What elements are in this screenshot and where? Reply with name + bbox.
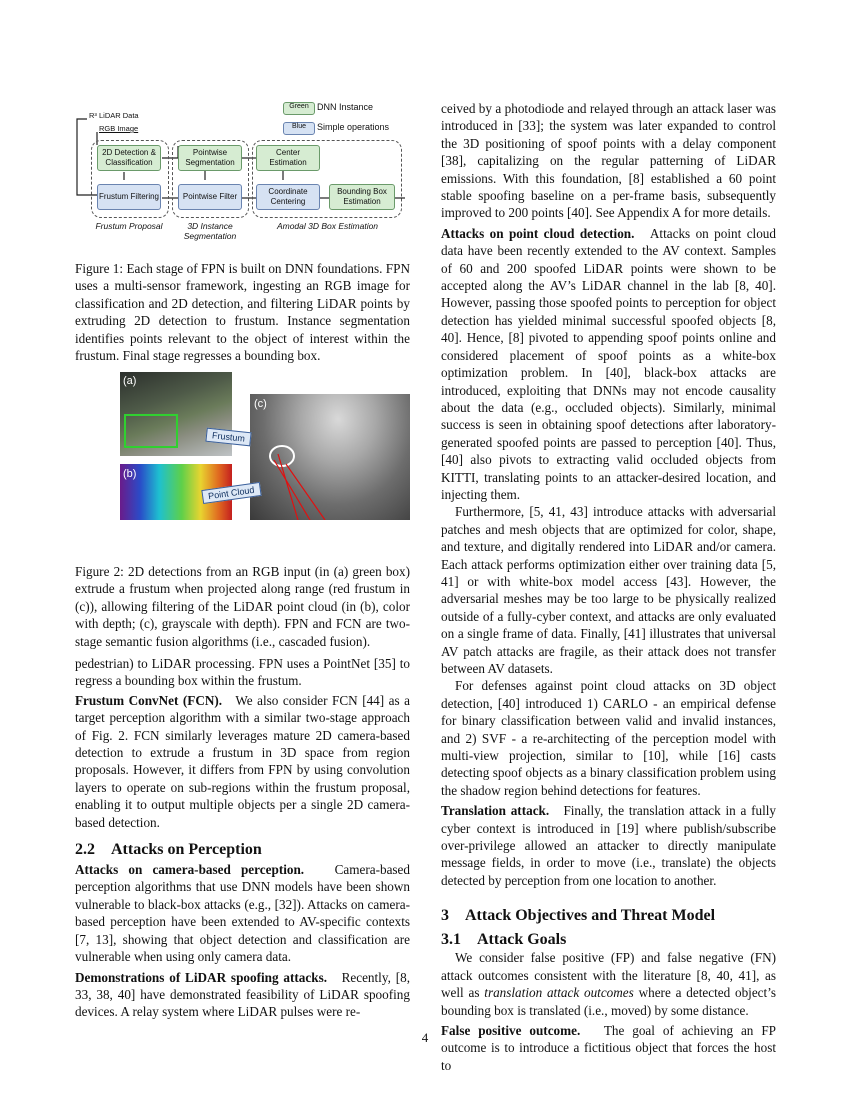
frustum-callout: Frustum [205, 428, 251, 447]
camera-attacks-body: Camera-based perception algorithms that use DNN models have been shown vulnerable to black-box attacks (e.g., [32]). Attacks on camera-based perception have been extended to AV-specific contexts [7, 13], showing that object detection and classification are vulnerable when using only camera data. [75, 862, 411, 965]
input-lidar-label: R³ LiDAR Data [89, 111, 139, 120]
legend-green-box: Green [283, 102, 315, 115]
heading-translation-attack: Translation attack. [441, 803, 550, 819]
node-bounding-box-estimation: Bounding Box Estimation [329, 184, 395, 210]
right-column-text [441, 100, 776, 1074]
stage-label-box-estimation: Amodal 3D Box Estimation [276, 221, 379, 231]
node-pointwise-filter: Pointwise Filter [178, 184, 242, 210]
figure-1-caption: Figure 1: Each stage of FPN is built on DNN foundations. FPN uses a multi-sensor framework, ingesting an RGB image for classification and 2D detection, and filtering LiDAR points by extruding 2D detection to frustum. Instance segmentation identifies points relevant to the object of interest within the frustum. Final stage regresses a bounding box. [75, 261, 410, 364]
paragraph-camera-attacks [75, 861, 410, 965]
paragraph-lidar-spoofing [75, 969, 410, 1021]
lidar-spoofing-body: Recently, [8, 33, 38, 40] have demonstrated feasibility of LiDAR spoofing devices. A relay system where LiDAR pulses were re- [75, 969, 411, 1020]
legend-blue-box: Blue [283, 122, 315, 135]
heading-camera-attacks: Attacks on camera-based perception. [75, 862, 305, 878]
input-rgb-label: RGB Image [99, 124, 139, 133]
paragraph-translation-attack [441, 802, 776, 889]
heading-lidar-spoofing: Demonstrations of LiDAR spoofing attacks. [75, 969, 328, 985]
paragraph-relay-system: ceived by a photodiode and relayed through an attack laser was introduced in [33]; the system was later expanded to control the 3D positioning of spoof points with a delay component [38], capitalizing on the regular patterning of LiDAR emissions. With this foundation, [8] established a 60 point stable spoofing baseline on a per-frame basis, subsequently improved to 200 points [40]. See Appendix A for more details. [441, 101, 776, 221]
paragraph-fcn [75, 692, 410, 831]
false-positive-body: The goal of achieving an FP outcome is to introduce a fictitious object that forces the host to [441, 1022, 776, 1073]
attack-goals-text-b: where a detected object’s bounding box is translated (i.e., moved) by some distance. [441, 985, 776, 1018]
paragraph-attack-goals [441, 949, 776, 1019]
node-coordinate-centering: Coordinate Centering [256, 184, 320, 210]
point-cloud-attacks-body: Attacks on point cloud data have been recently extended to the AV context. Samples of 60 and 200 spoofed LiDAR points were shown to be accepted along the AV’s LiDAR channel in the lab [8, 40]. However, passing those spoofed points to perception for object detection has yielded minimal successful spoofed objects [8, 40]. Hence, [8] pivoted to appending spoof points online and considered placement of spoof points as a white-box optimization problem. In [40], black-box attacks are introduced, exploiting that DNNs may not encode causality about the data (e.g., occluded objects). Similarly, minimal success is seen in obtaining spoof detections after laboratory-generated spoofed points are passed to perception [40]. Thus, [40] also pivots to extracting valid occluded objects from KITTI, translating points to an attacker-desired location, and injecting them. [441, 225, 776, 502]
translation-attack-body: Finally, the translation attack in a fully cyber context is introduced in [19] where publish/subscribe over-privilege allowed an attacker to directly manipulate message fields, in order to move (i.e., translate) the objects detected by perception from one location to another. [441, 803, 777, 888]
attack-goals-emphasis: translation attack outcomes [484, 985, 634, 1001]
panel-a-label: (a) [123, 375, 137, 387]
section-2-2-heading: 2.2 Attacks on Perception [75, 841, 262, 859]
paragraph-fpn-continued: pedestrian) to LiDAR processing. FPN uses a PointNet [35] to regress a bounding box within the frustum. [75, 656, 410, 689]
node-pointwise-segmentation: Pointwise Segmentation [178, 145, 242, 171]
heading-point-cloud-attacks: Attacks on point cloud detection. [441, 225, 635, 241]
section-3-1-heading: 3.1 Attack Goals [441, 931, 567, 949]
page-number: 4 [421, 1030, 429, 1045]
point-cloud-callout: Point Cloud [201, 482, 261, 504]
figure-2-image [120, 372, 410, 520]
panel-a-rgb-image [120, 372, 232, 456]
node-center-estimation: Center Estimation [256, 145, 320, 171]
node-frustum-filtering: Frustum Filtering [97, 184, 161, 210]
paragraph-point-cloud-attacks [441, 225, 776, 504]
heading-fcn: Frustum ConvNet (FCN). [75, 692, 223, 708]
panel-c-label: (c) [254, 398, 267, 410]
node-2d-detection: 2D Detection & Classification [97, 145, 161, 171]
panel-c-point-cloud [250, 394, 410, 520]
stage-label-frustum-proposal: Frustum Proposal [95, 221, 163, 231]
stage-label-instance-segmentation: 3D Instance Segmentation [183, 221, 237, 241]
heading-false-positive: False positive outcome. [441, 1022, 581, 1038]
legend-blue-text: Simple operations [317, 122, 390, 132]
left-column-text [75, 655, 410, 1021]
legend-green-text: DNN Instance [317, 102, 374, 112]
figure-1-diagram [75, 100, 410, 250]
red-frustum-lines [250, 394, 410, 520]
green-detection-box [124, 414, 178, 448]
attack-goals-text-a: We consider false positive (FP) and false negative (FN) attack outcomes consistent with the literature [8, 40, 41], as well as [441, 950, 776, 1001]
figure-2-caption: Figure 2: 2D detections from an RGB input (in (a) green box) extrude a frustum when projected along range (red frustum in (c)), allowing filtering of the LiDAR point cloud (in (b), color with depth; (c), grayscale with depth). FPN and FCN are two-stage semantic fusion algorithms (i.e., cascaded fusion). [75, 564, 410, 649]
section-3-heading: 3 Attack Objectives and Threat Model [441, 907, 716, 925]
paragraph-furthermore: Furthermore, [5, 41, 43] introduce attacks with adversarial patches and mesh objects that are optimized for color, shape, and texture, and digitally rendered into LiDAR and/or camera. Each attack performs optimization either over training data [5, 41] or with white-box model access [43]. However, the adversarial meshes may be too large to be physically realized outside of a fully-cyber context, and attacks are only evaluated on a single frame of data. Finally, [41] illustrates that universal AV patch attacks are fragile, as their attack does not transfer between AV datasets. [441, 504, 776, 676]
panel-b-label: (b) [123, 468, 137, 480]
paragraph-defenses: For defenses against point cloud attacks on 3D object detection, [40] introduced 1) CARLO - an empirical defense for binary classification between valid and invalid instances, and 2) SVF - a re-architecting of the perception model with multi-view projection, similar to [10], while [16] casts detecting spoof objects as a binary classification problem using the shadow region behind detections for features. [441, 678, 776, 798]
fcn-body: We also consider FCN [44] as a target perception algorithm with a similar two-stage approach of Fig. 2. FCN similarly leverages mature 2D camera-based detection to extrude a frustum in 3D space from region proposals. However, it differs from FPN by using convolution layers to operate on sub-regions within the frustum proposal, enabling it to output multiple objects per a single 2D camera-based detection. [75, 692, 411, 830]
